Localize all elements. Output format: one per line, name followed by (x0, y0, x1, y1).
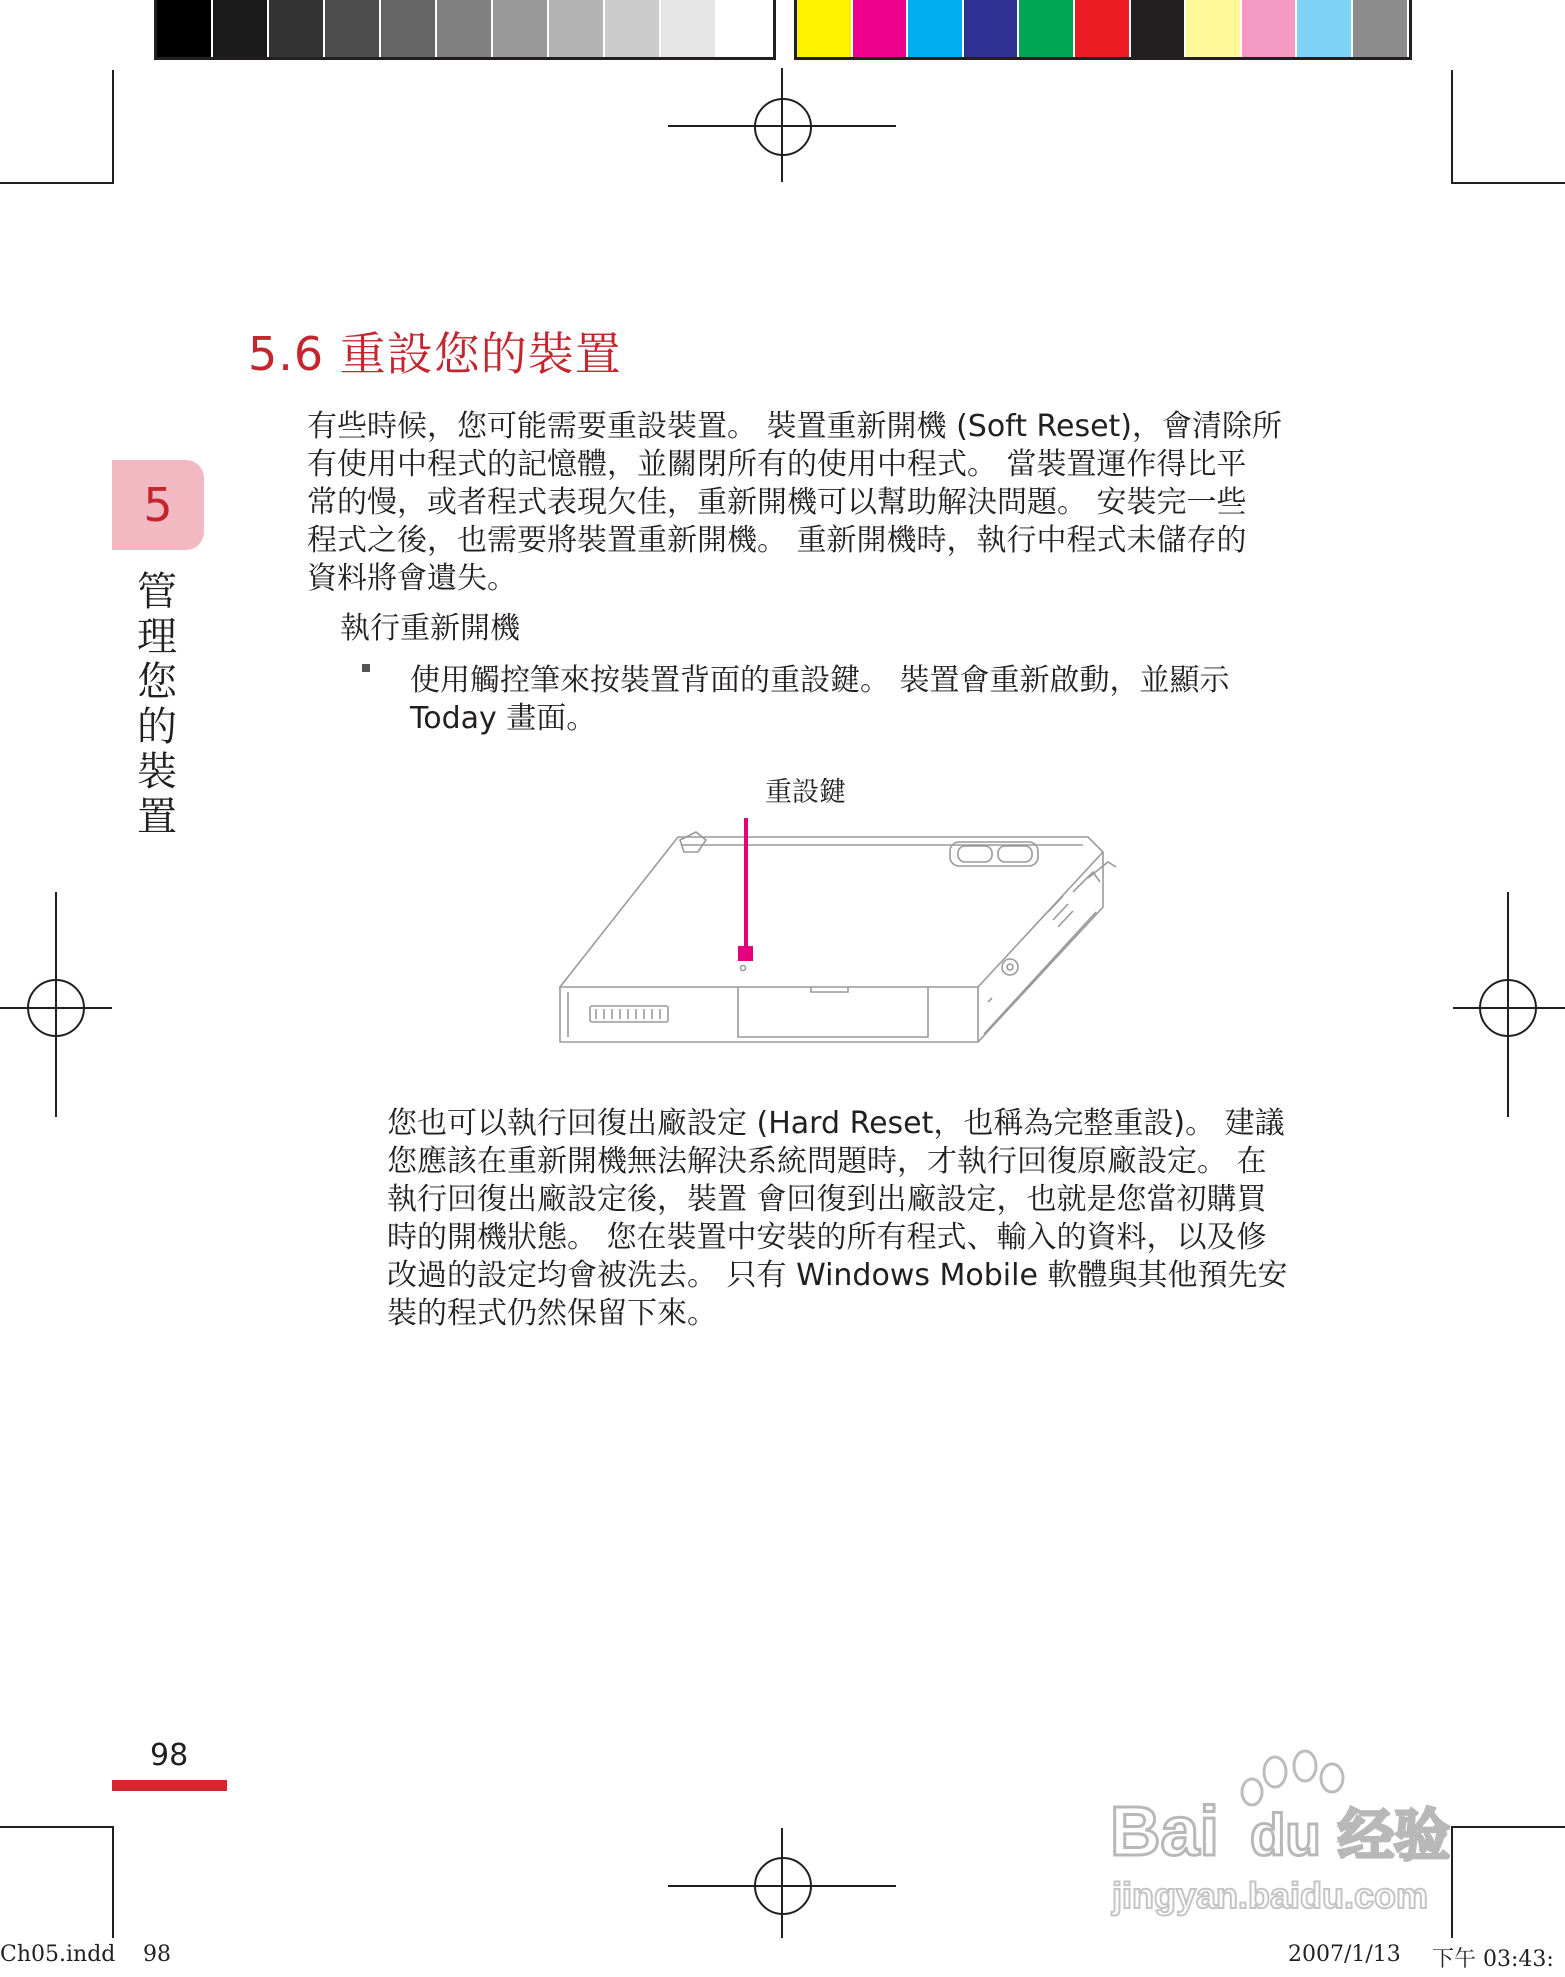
color-swatch (157, 0, 213, 57)
slug-time: 下午 03:43: (1432, 1947, 1554, 1972)
watermark-brand: Bai (1110, 1792, 1219, 1870)
color-swatch (325, 0, 381, 57)
bullet-marker (362, 664, 370, 672)
color-swatch (213, 0, 269, 57)
chapter-title-char: 置 (137, 794, 177, 840)
chapter-title-char: 管 (137, 569, 177, 615)
grayscale-bar (154, 0, 776, 60)
color-swatch (853, 0, 909, 57)
color-swatch (1075, 0, 1131, 57)
color-swatch (1019, 0, 1075, 57)
reset-key-pointer-marker (738, 946, 753, 961)
color-swatch (437, 0, 493, 57)
color-swatch (1242, 0, 1298, 57)
reset-key-pointer-line (744, 818, 748, 948)
process-color-bar (794, 0, 1412, 60)
paragraph-line: 有些時候，您可能需要重設裝置。 裝置重新開機 (Soft Reset)，會清除所 (307, 409, 1283, 444)
color-swatch (1131, 0, 1187, 57)
watermark-url: jingyan.baidu.com (1112, 1875, 1429, 1916)
paragraph-line: 常的慢，或者程式表現欠佳，重新開機可以幫助解決問題。 安裝完一些 (307, 485, 1247, 520)
section-title: 5.6 重設您的裝置 (248, 327, 622, 381)
chapter-title-vertical (132, 570, 182, 840)
paragraph-line: 您也可以執行回復出廠設定 (Hard Reset，也稱為完整重設)。 建議 (387, 1106, 1285, 1141)
color-swatch (717, 0, 773, 57)
page-number: 98 (150, 1738, 189, 1773)
chapter-title-char: 理 (137, 614, 177, 660)
color-swatch (1297, 0, 1353, 57)
bullet-line: 使用觸控筆來按裝置背面的重設鍵。 裝置會重新啟動，並顯示 (410, 663, 1230, 698)
paragraph-line: 裝的程式仍然保留下來。 (387, 1296, 717, 1331)
watermark-brand-paw: du (1250, 1803, 1321, 1868)
hard-reset-paragraph (387, 1105, 1287, 1333)
chapter-number: 5 (143, 478, 173, 532)
slug-page: 98 (143, 1942, 171, 1967)
color-swatch (605, 0, 661, 57)
color-swatch (381, 0, 437, 57)
watermark-brand-cn: 经验 (1338, 1804, 1450, 1869)
paragraph-line: 執行回復出廠設定後，裝置 會回復到出廠設定，也就是您當初購買 (387, 1182, 1267, 1217)
paragraph-line: 程式之後，也需要將裝置重新開機。 重新開機時，執行中程式未儲存的 (307, 523, 1247, 558)
chapter-title-char: 的 (137, 704, 177, 750)
color-swatch (549, 0, 605, 57)
reset-key-label: 重設鍵 (765, 777, 846, 808)
paragraph-line: 您應該在重新開機無法解決系統問題時，才執行回復原廠設定。 在 (387, 1144, 1267, 1179)
paragraph-line: 時的開機狀態。 您在裝置中安裝的所有程式、輸入的資料，以及修 (387, 1220, 1267, 1255)
paragraph-line: 資料將會遺失。 (307, 561, 517, 596)
subheading-soft-reset: 執行重新開機 (340, 611, 520, 646)
color-swatch (1353, 0, 1409, 57)
color-swatch (797, 0, 853, 57)
bullet-line: Today 畫面。 (410, 701, 597, 736)
color-swatch (964, 0, 1020, 57)
baidu-jingyan-watermark (1100, 1730, 1480, 1920)
chapter-title-char: 裝 (137, 749, 177, 795)
device-back-illustration (548, 812, 1118, 1074)
paragraph-line: 有使用中程式的記憶體，並關閉所有的使用中程式。 當裝置運作得比平 (307, 447, 1247, 482)
color-swatch (269, 0, 325, 57)
color-swatch (908, 0, 964, 57)
paragraph-line: 改過的設定均會被洗去。 只有 Windows Mobile 軟體與其他預先安 (387, 1258, 1288, 1293)
intro-paragraph (307, 408, 1282, 598)
slug-file: Ch05.indd (0, 1942, 116, 1967)
chapter-number-tab (112, 460, 204, 550)
color-swatch (661, 0, 717, 57)
page-number-rule (112, 1780, 227, 1791)
slug-date: 2007/1/13 (1288, 1942, 1401, 1967)
bullet-item (410, 662, 1230, 738)
color-swatch (493, 0, 549, 57)
chapter-title-char: 您 (137, 659, 177, 705)
color-swatch (1186, 0, 1242, 57)
